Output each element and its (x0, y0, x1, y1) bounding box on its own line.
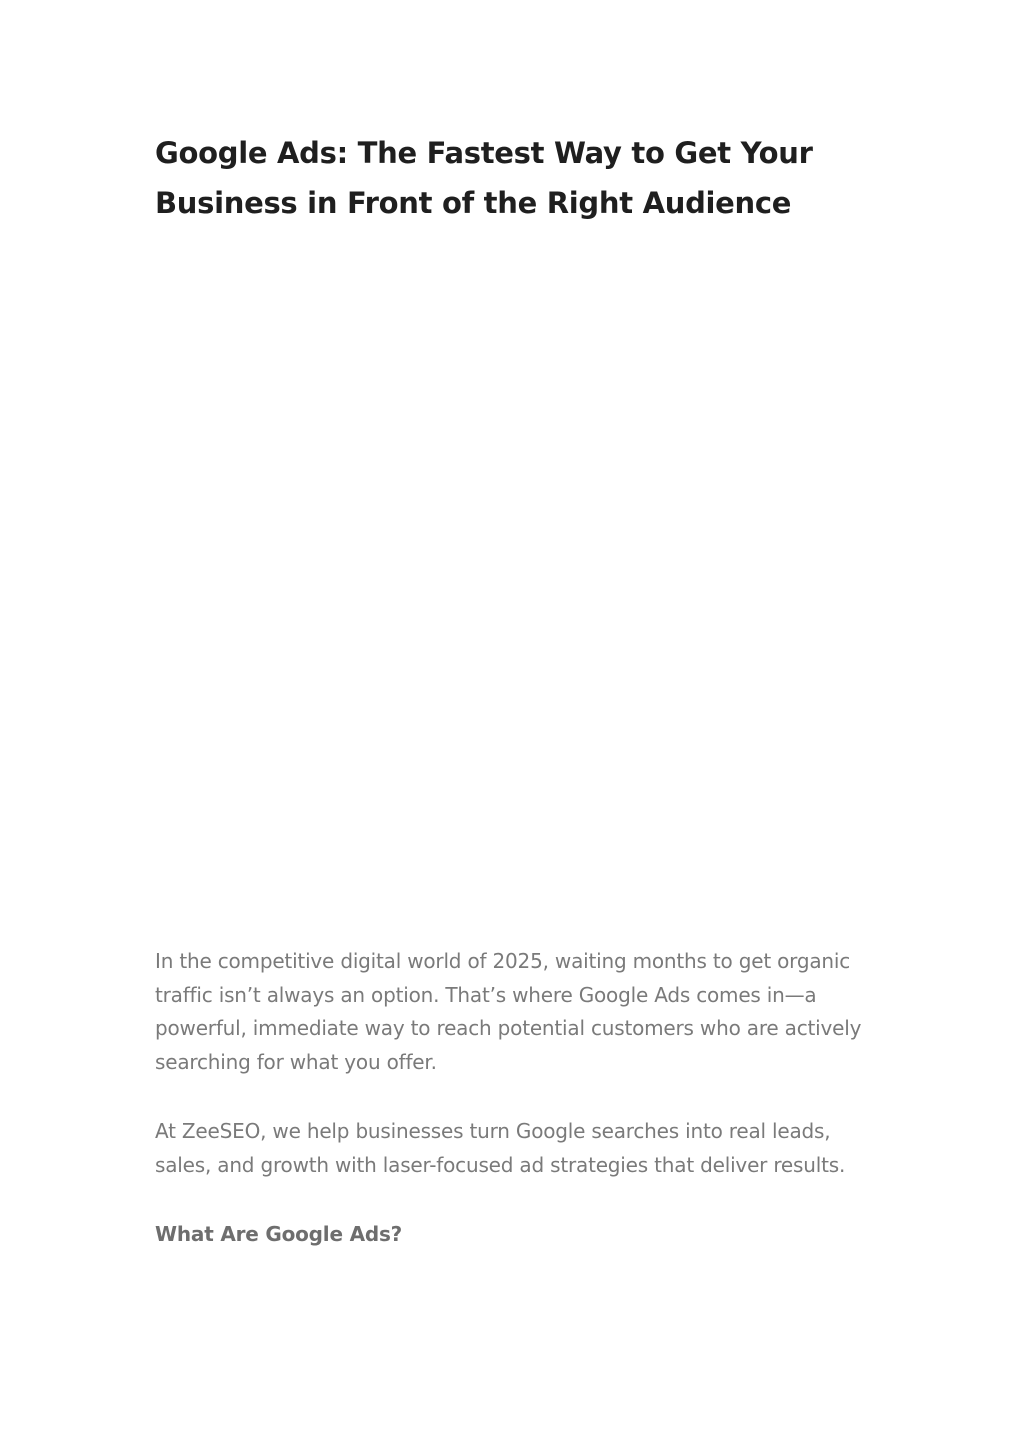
document-title: Google Ads: The Fastest Way to Get Your Business in Front of the Right Audience (155, 136, 813, 220)
blank-image-area (155, 240, 869, 930)
zeeseo-paragraph: At ZeeSEO, we help businesses turn Google searches into real leads, sales, and growth with laser-focused ad strategies that deliver results. (155, 1119, 846, 1177)
section-heading: What Are Google Ads? (155, 1222, 403, 1246)
intro-paragraph: In the competitive digital world of 2025, waiting months to get organic traffic isn’t always an option. That’s where Google Ads comes in—a powerful, immediate way to reach potential customers who are actively searching for what you offer. (155, 949, 862, 1074)
